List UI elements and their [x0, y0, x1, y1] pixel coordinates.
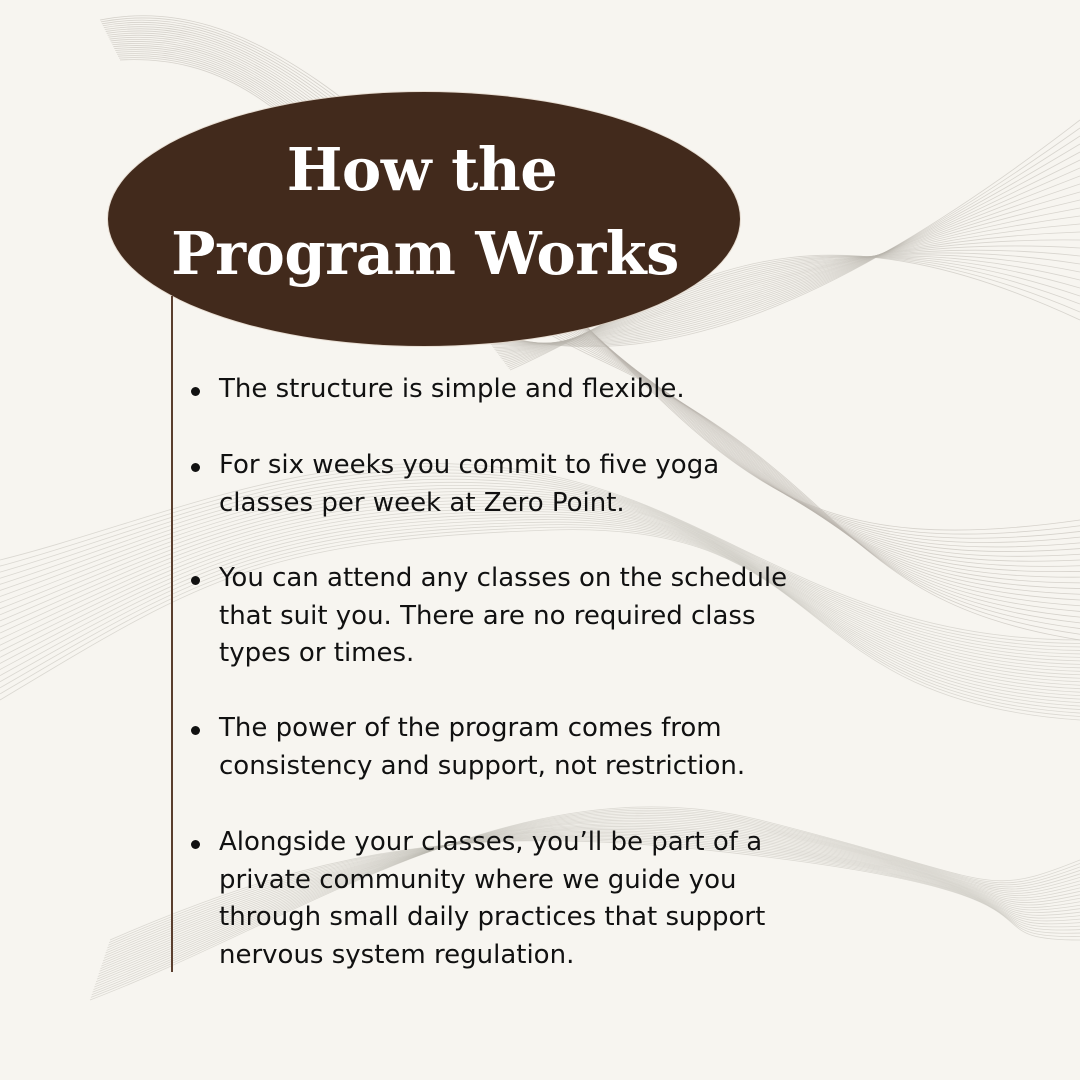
bullet-text: The power of the program comes from consistency and support, not restriction.	[219, 713, 746, 781]
bullet-item	[219, 824, 859, 974]
bullet-text: The structure is simple and flexible.	[219, 374, 685, 404]
bullet-dot-icon	[191, 576, 200, 585]
bullet-item	[219, 710, 859, 785]
title-line-1: How the	[286, 135, 558, 204]
bullet-item	[219, 447, 859, 522]
title-line-2: Program Works	[171, 219, 679, 288]
bullet-dot-icon	[191, 726, 200, 735]
bullet-text: For six weeks you commit to five yoga classes per week at Zero Point.	[219, 450, 720, 518]
bullet-text: You can attend any classes on the schedule that suit you. There are no required class types or times.	[219, 563, 788, 668]
bullet-item	[219, 560, 859, 673]
bullet-text: Alongside your classes, you’ll be part of a private community where we guide you through small daily practices that support nervous system regulation.	[219, 827, 766, 970]
page-title	[108, 128, 740, 296]
bullet-dot-icon	[191, 387, 200, 396]
bullet-dot-icon	[191, 463, 200, 472]
bullet-item	[219, 371, 859, 409]
vertical-divider-line	[171, 296, 173, 972]
bullet-dot-icon	[191, 840, 200, 849]
